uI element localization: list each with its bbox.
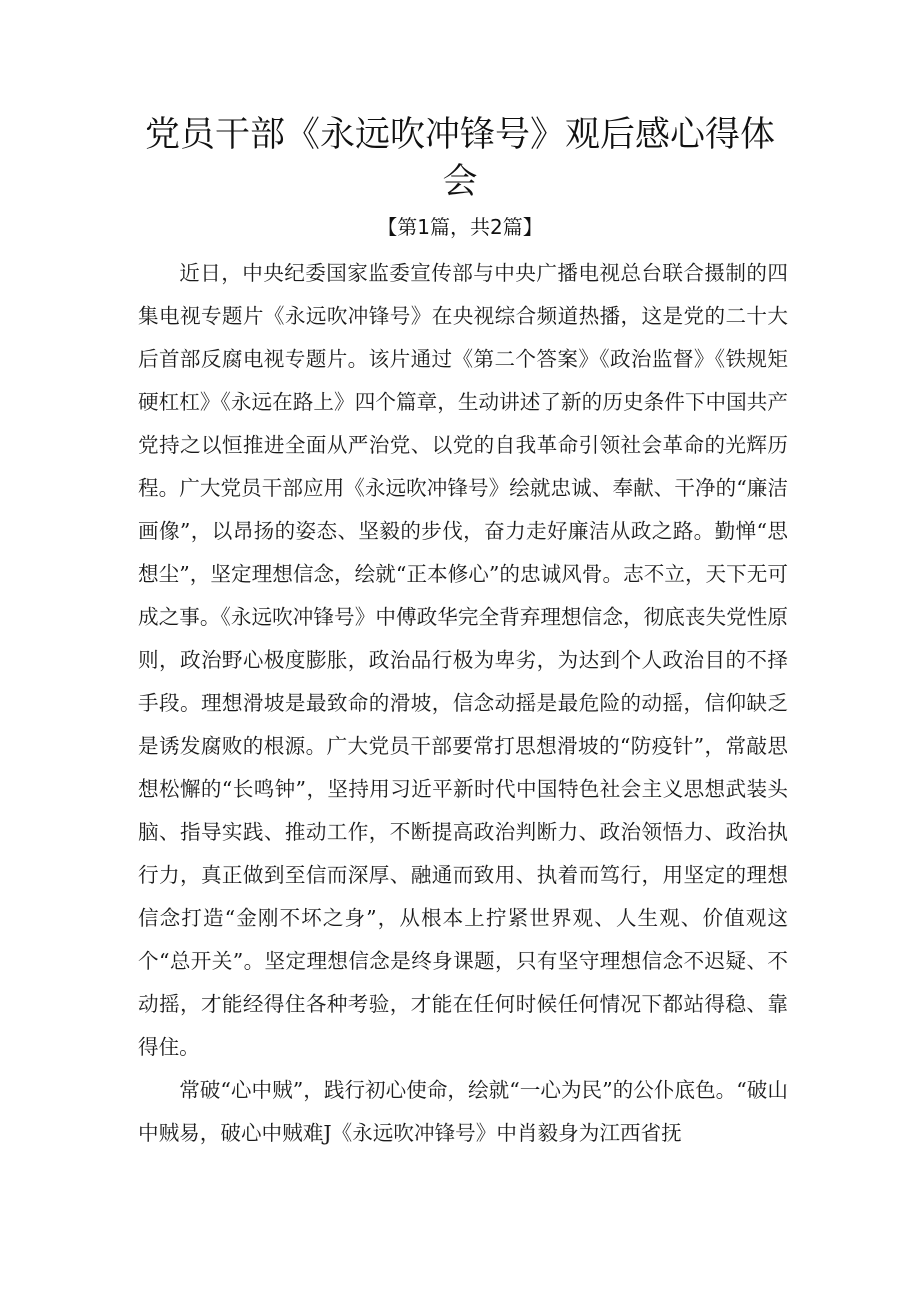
document-title: 党员干部《永远吹冲锋号》观后感心得体会 [144, 115, 775, 202]
body-paragraph: 常破“心中贼”，践行初心使命，绘就“一心为民”的公仆底色。“破山中贼易，破心中贼难J《永远吹冲锋号》中肖毅身为江西省抚 [138, 1078, 788, 1145]
body-paragraph: 近日，中央纪委国家监委宣传部与中央广播电视总台联合摄制的四集电视专题片《永远吹冲锋号》在央视综合频道热播，这是党的二十大后首部反腐电视专题片。该片通过《第二个答案》《政治监督》《铁规矩硬杠杠》《永远在路上》四个篇章，生动讲述了新的历史条件下中国共产党持之以恒推进全面从严治党、以党的自我革命引领社会革命的光辉历程。广大党员干部应用《永远吹冲锋号》绘就忠诚、奉献、干净的“廉洁画像”，以昂扬的姿态、坚毅的步伐，奋力走好廉洁从政之路。勤惮“思想尘”，坚定理想信念，绘就“正本修心”的忠诚风骨。志不立，天下无可成之事。《永远吹冲锋号》中傅政华完全背弃理想信念，彻底丧失党性原则，政治野心极度膨胀，政治品行极为卑劣，为达到个人政治目的不择手段。理想滑坡是最致命的滑坡，信念动摇是最危险的动摇，信仰缺乏是诱发腐败的根源。广大党员干部要常打思想滑坡的“防疫针”，常敲思想松懈的“长鸣钟”，坚持用习近平新时代中国特色社会主义思想武装头脑、指导实践、推动工作，不断提高政治判断力、政治领悟力、政治执行力，真正做到至信而深厚、融通而致用、执着而笃行，用坚定的理想信念打造“金刚不坏之身”，从根本上拧紧世界观、人生观、价值观这个“总开关”。坚定理想信念是终身课题，只有坚守理想信念不迟疑、不动摇，才能经得住各种考验，才能在任何时候任何情况下都站得稳、靠得住。 [138, 261, 788, 1059]
part-indicator: 【第1篇，共2篇】 [377, 215, 543, 239]
document-body [138, 252, 788, 1155]
